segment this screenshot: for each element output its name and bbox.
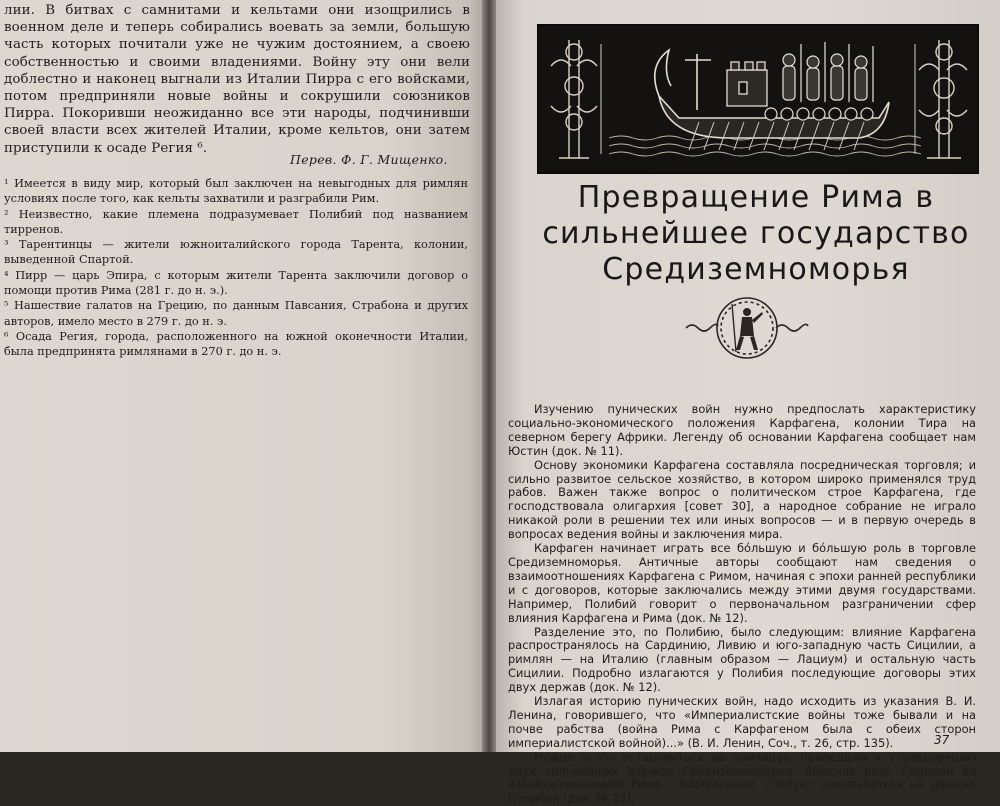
warrior-medallion-vignette <box>684 290 810 368</box>
right-page-body-text <box>508 403 976 806</box>
chapter-heading-line-2: сильнейшее государство <box>542 216 970 251</box>
page-number: 37 <box>934 733 950 747</box>
body-paragraph: Излагая историю пунических войн, надо исходить из указания В. И. Ленина, говорившего, что «Империалистские войны тоже бывали и на почве рабства (война Рима с Карфагеном была с обеих сторон империалистской войной)...» (В. И. Ленин, Соч., т. 26, стр. 135). <box>508 694 976 750</box>
chapter-heading <box>520 180 992 288</box>
galley-ship-engraving <box>539 26 977 172</box>
footnote-6: ⁶ Осада Регия, города, расположенного на южной оконечности Италии, была предпринята римлянами в 270 г. до н. э. <box>4 329 468 359</box>
main-paragraph: лии. В битвах с самнитами и кельтами они изощрились в военном деле и теперь собирались воевать за земли, большую часть которых почитали уже не чужим достоянием, а своею собственностью и своими владениями. Войну эту они вели доблестно и наконец выгнали из Италии Пирра с его войсками, потом предприняли новые войны и сокрушили союзников Пирра. Покоривши неожиданно все эти народы, подчинивши своей власти всех жителей Италии, кроме кельтов, они затем приступили к осаде Регия ⁶. <box>4 3 470 156</box>
chapter-heading-line-3: Средиземноморья <box>602 252 910 287</box>
body-paragraph: Нужно особо остановиться на причинах, приведших к столкновению двух сильнейших держав Средиземноморья. Выясняя роль Сицилии во взаимоотношениях Рима с Карфагеном, следует основываться на данных Полибия (док. № 13). <box>508 749 976 806</box>
engraved-banner-illustration <box>537 24 979 174</box>
footnote-4: ⁴ Пирр — царь Эпира, с которым жители Тарента заключили договор о помощи против Рима (281 г. до н. э.). <box>4 268 468 298</box>
body-paragraph: Карфаген начинает играть все бóльшую и бóльшую роль в торговле Средиземноморья. Античные авторы сообщают нам сведения о взаимоотношениях Карфагена с Римом, начиная с эпохи ранней республики и с договоров, которые заключались между этими двумя государствами. Например, Полибий говорит о первоначальном разграничении сфер влияния Карфагена и Рима (док. № 12). <box>508 541 976 625</box>
body-paragraph: Основу экономики Карфагена составляла посредническая торговля; и сильно развитое сельское хозяйство, в котором широко применялся труд рабов. Важен также вопрос о политическом строе Карфагена, где господствовала олигархия [совет 30], а народное собрание не играло никакой роли в решении тех или иных вопросов — и в первую очередь в вопросах ведения войны и заключения мира. <box>508 457 976 542</box>
left-page-main-text <box>4 2 470 157</box>
footnote-3: ³ Тарентинцы — жители южноиталийского города Тарента, колонии, выведенной Спартой. <box>4 238 468 267</box>
footnote-5: ⁵ Нашествие галатов на Грецию, по данным Павсания, Страбона и других авторов, имело место в 279 г. до н. э. <box>4 299 468 328</box>
chapter-heading-line-1: Превращение Рима в <box>577 180 935 215</box>
book-gutter <box>482 0 496 752</box>
body-paragraph: Изучению пунических войн нужно предпослать характеристику социально-экономического положения Карфагена, колонии Тира на северном берегу Африки. Легенду об основании Карфагена сообщает нам Юстин (док. № 11). <box>508 402 976 458</box>
footnote-1: ¹ Имеется в виду мир, который был заключен на невыгодных для римлян условиях после того, как кельты захватили и разграбили Рим. <box>4 177 468 206</box>
footnote-2: ² Неизвестно, какие племена подразумевает Полибий под названием тирренов. <box>4 207 468 236</box>
footnotes <box>4 176 468 360</box>
translator-credit: Перев. Ф. Г. Мищенко. <box>290 152 448 167</box>
body-paragraph: Разделение это, по Полибию, было следующим: влияние Карфагена распространялось на Сардинию, Ливию и юго-западную часть Сицилии, а римлян — на Италию (главным образом — Лациум) и остальную часть Сицилии. Подробно излагаются у Полибия последующие договоры этих двух держав (док. № 12). <box>508 624 976 695</box>
